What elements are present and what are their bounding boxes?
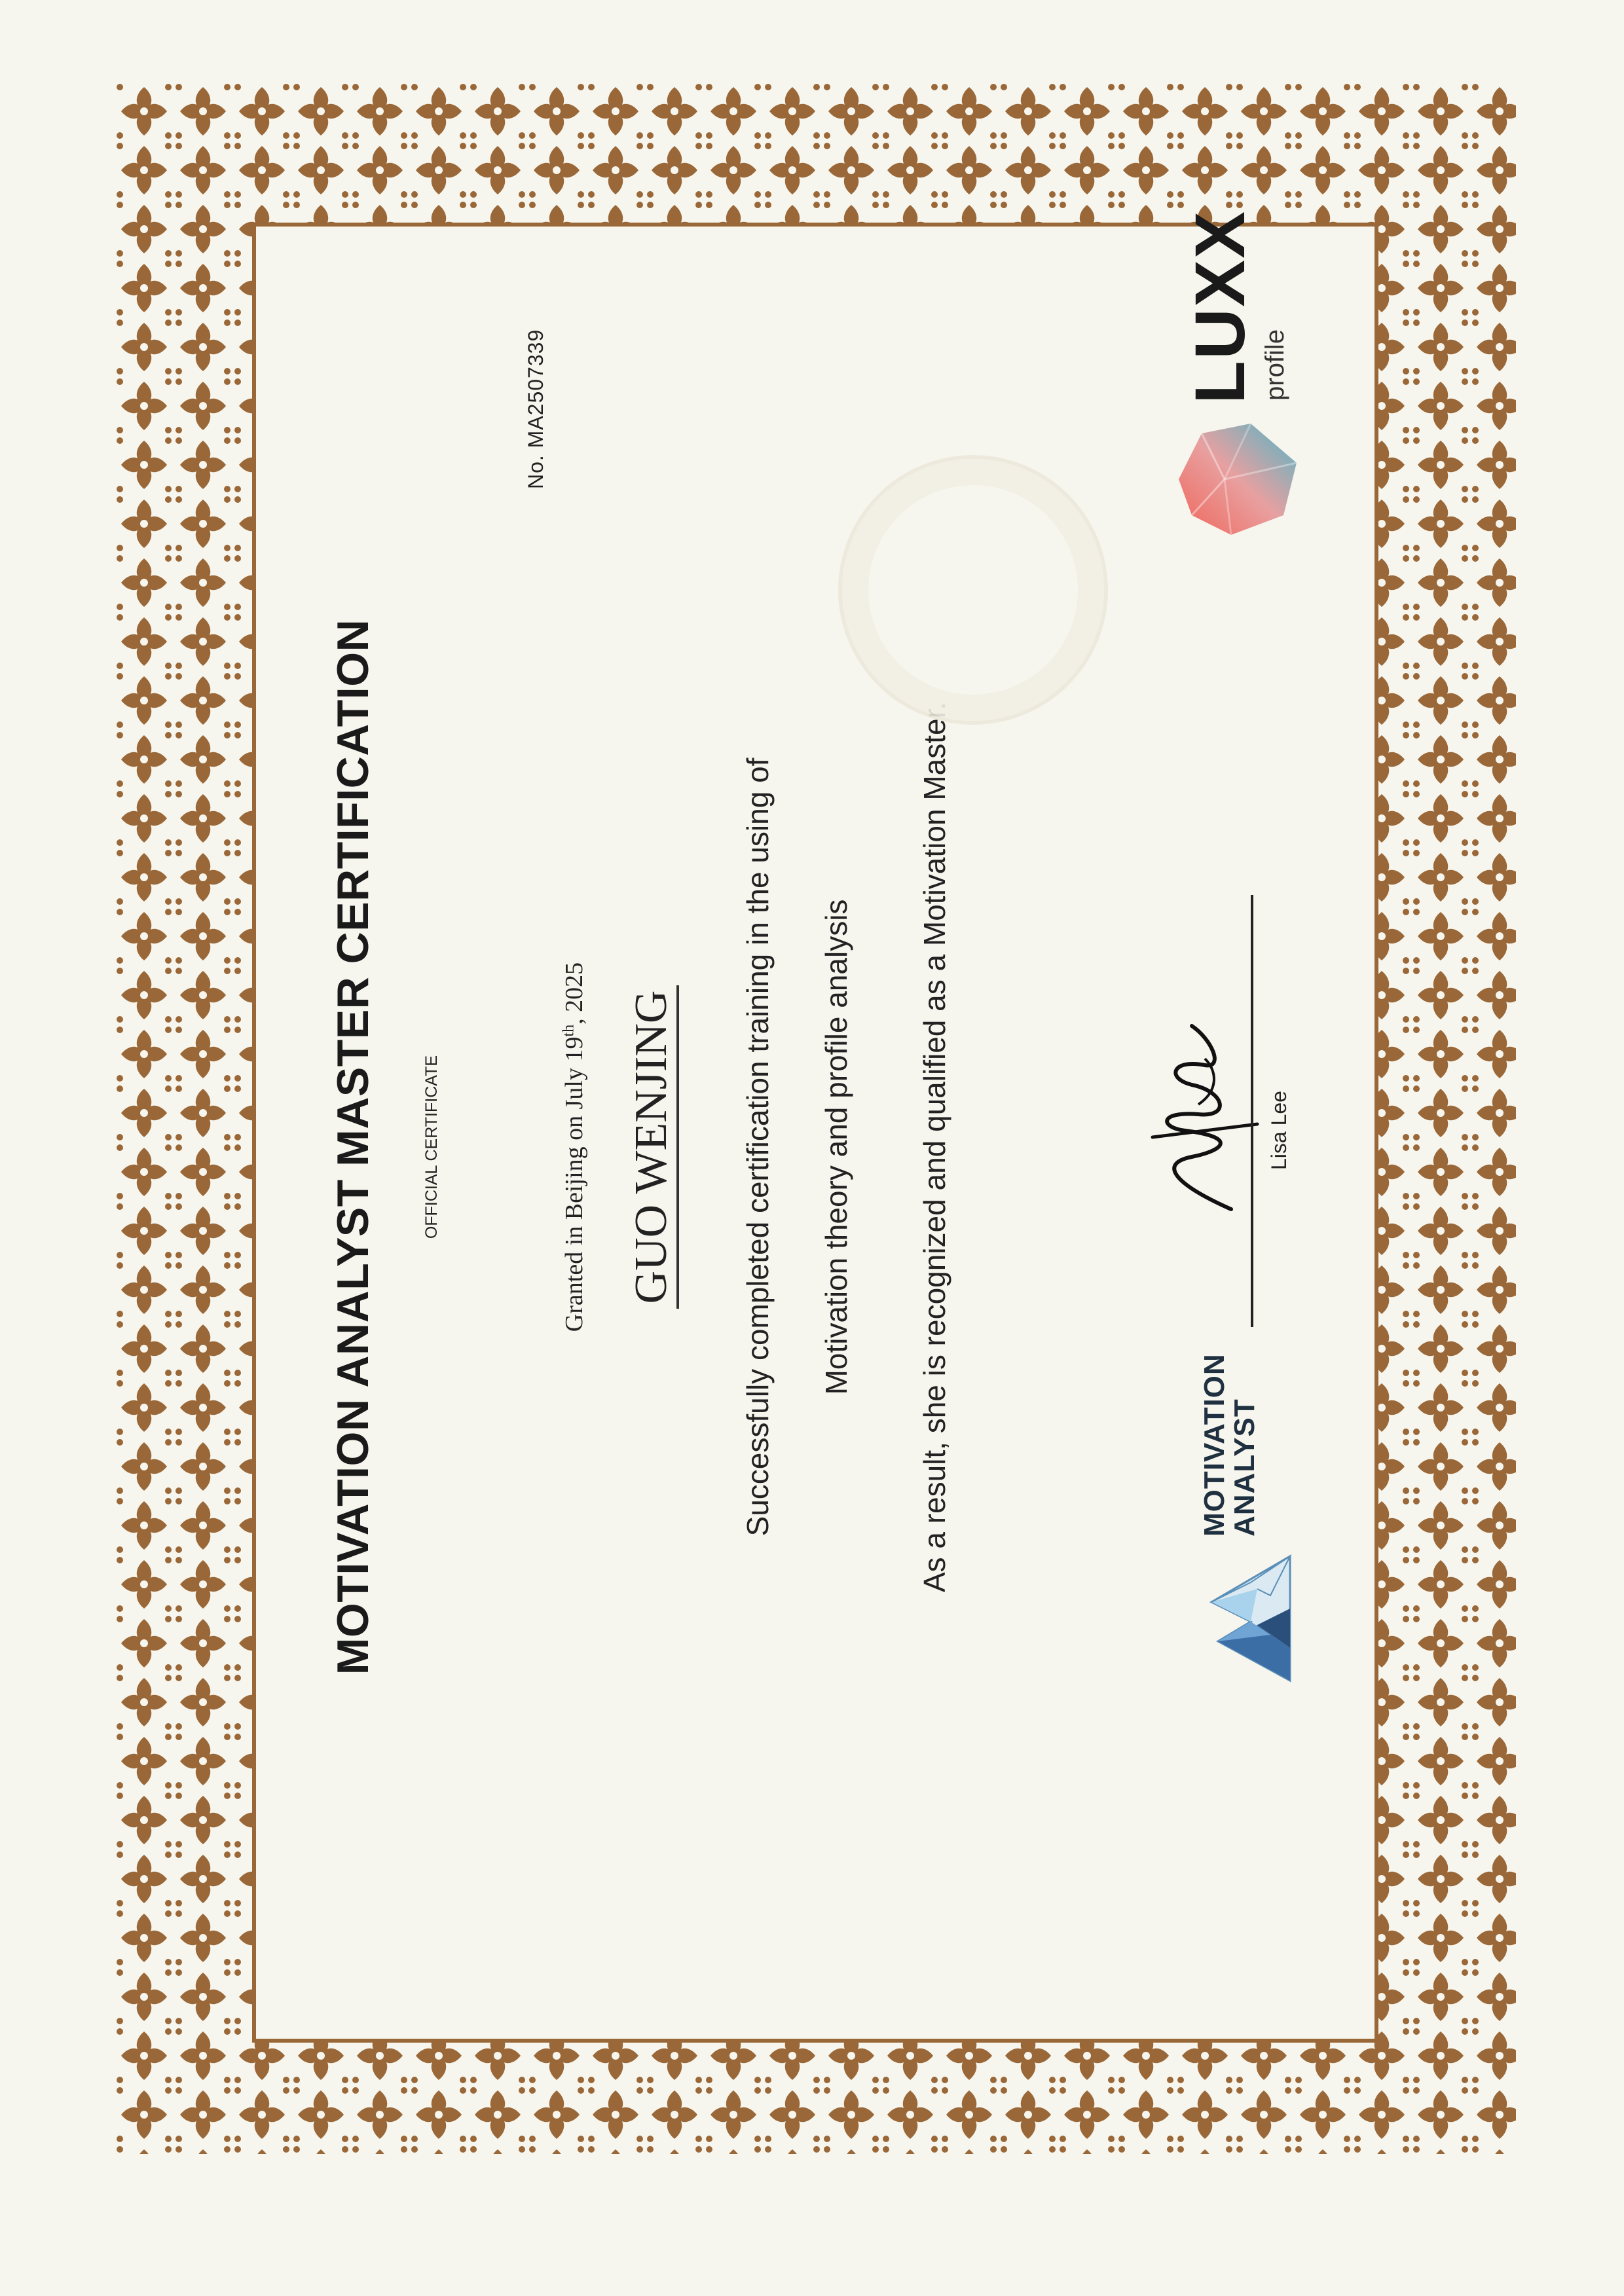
- granted-prefix: Granted in Beijing on July 19: [561, 1036, 588, 1332]
- luxx-subtitle: profile: [1261, 329, 1289, 401]
- luxx-profile-logo: [1172, 201, 1316, 541]
- logo-line-2: ANALYST: [1228, 1398, 1261, 1537]
- body-line-1: Successfully completed certification training in the using of: [741, 757, 775, 1537]
- body-line-3: As a result, she is recognized and qualified as a Motivation Master.: [917, 701, 951, 1593]
- granted-line: [560, 541, 589, 1753]
- signature-line: [1251, 895, 1253, 1327]
- mountain-logo-icon: [1192, 1550, 1310, 1687]
- signature-icon: [1133, 1000, 1264, 1235]
- recipient-name: GUO WENJING: [626, 985, 679, 1309]
- luxx-wordmark: LUXX: [1180, 210, 1259, 404]
- granted-ordinal: th: [560, 1024, 578, 1037]
- certificate-title: MOTIVATION ANALYST MASTER CERTIFICATION: [328, 619, 378, 1675]
- certificate-number: No. MA2507339: [524, 329, 547, 489]
- motivation-analyst-wordmark: [1200, 1353, 1260, 1537]
- recipient-name-line: [625, 541, 678, 1753]
- body-line-2: Motivation theory and profile analysis: [819, 899, 853, 1395]
- signer-name: Lisa Lee: [1267, 1091, 1291, 1170]
- logo-line-1: MOTIVATION: [1198, 1353, 1230, 1537]
- granted-year: , 2025: [561, 962, 588, 1025]
- certificate-subtitle: OFFICIAL CERTIFICATE: [422, 1055, 441, 1239]
- gem-logo-icon: [1172, 417, 1303, 541]
- motivation-analyst-logo: [1192, 1353, 1310, 1687]
- embossed-seal: [838, 455, 1108, 725]
